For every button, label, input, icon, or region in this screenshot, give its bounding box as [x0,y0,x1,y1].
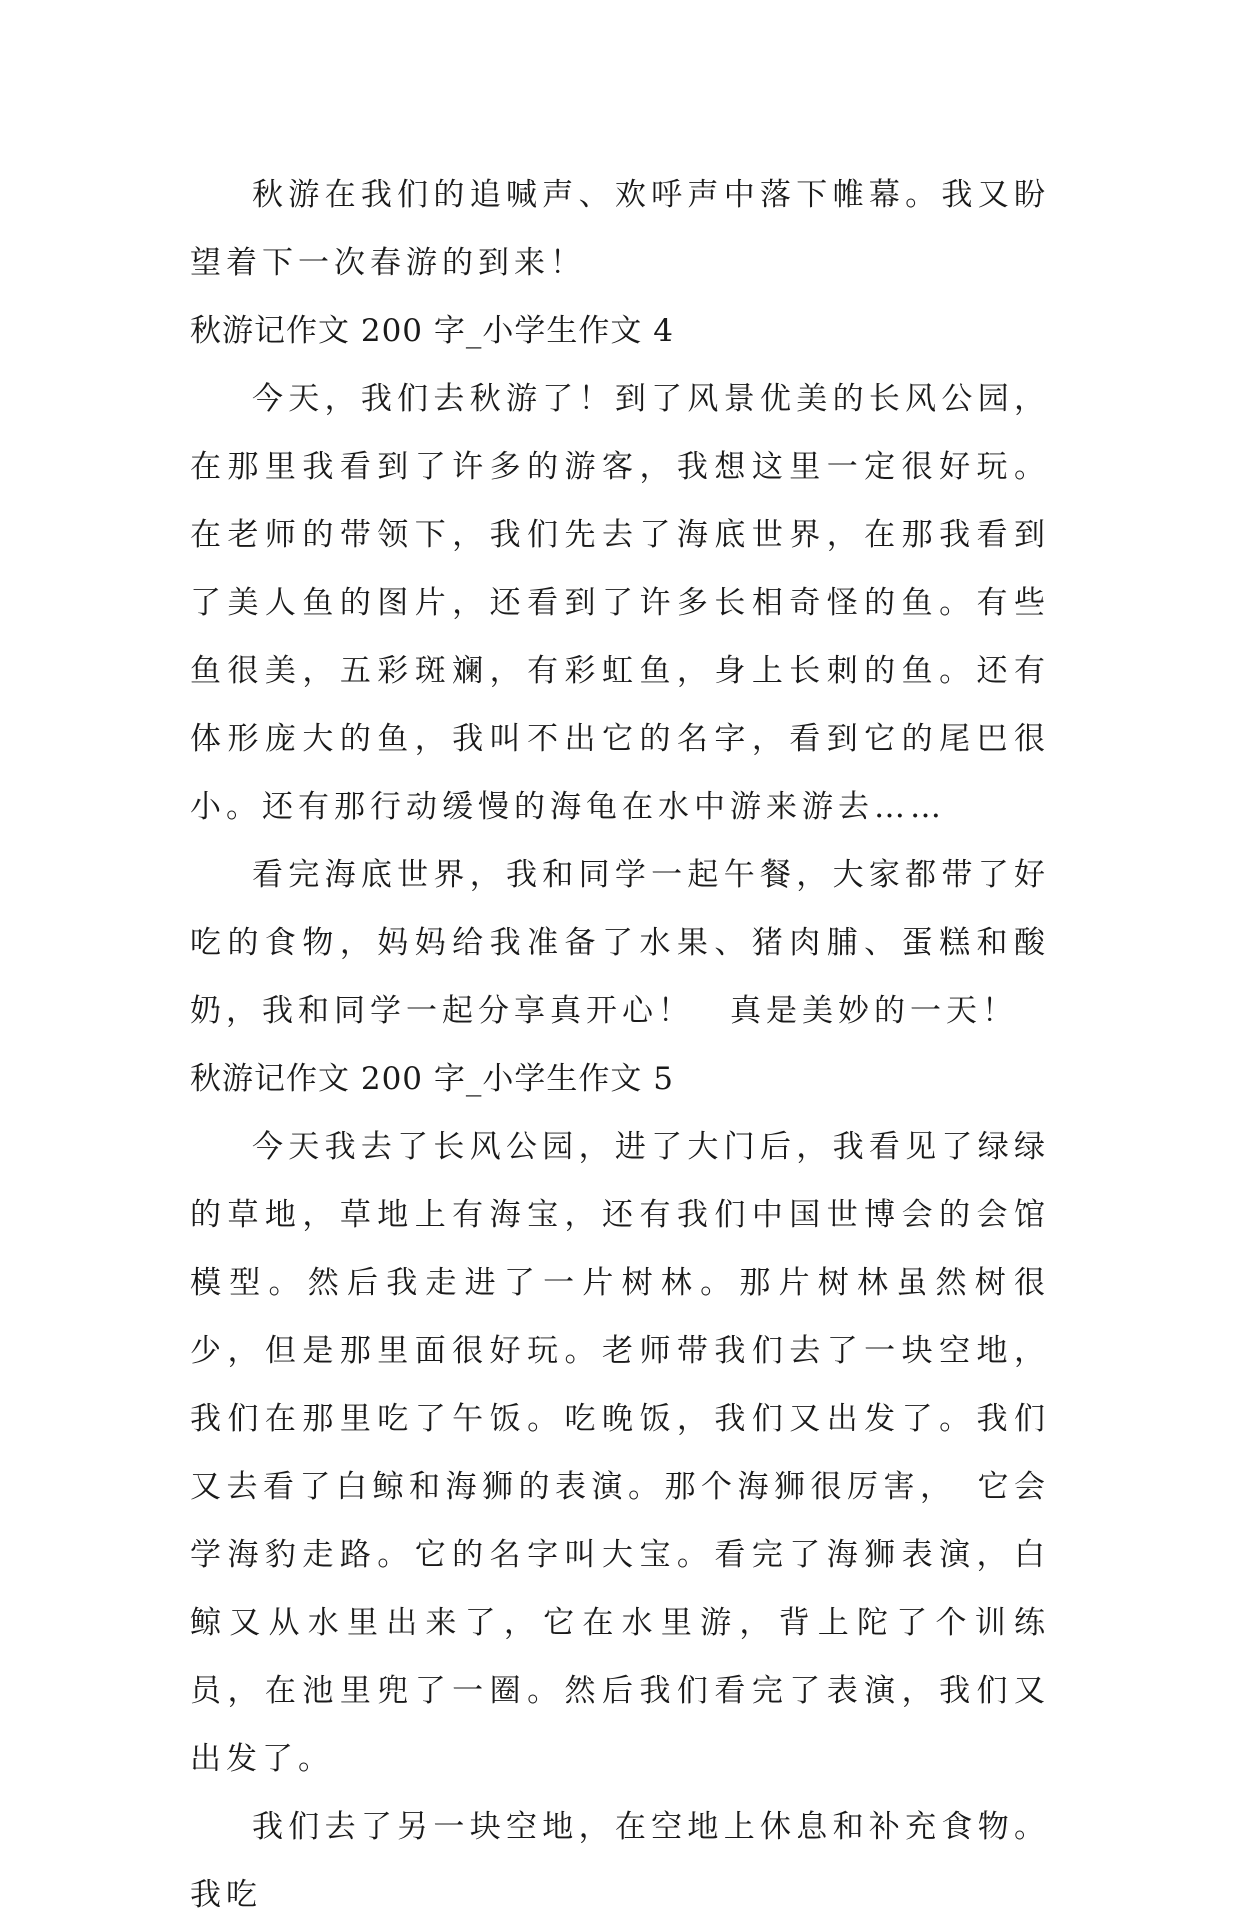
paragraph-essay4-aquarium: 今天，我们去秋游了！到了风景优美的长风公园，在那里我看到了许多的游客，我想这里一定很好玩。在老师的带领下，我们先去了海底世界，在那我看到了美人鱼的图片，还看到了许多长相奇怪的鱼。有些鱼很美，五彩斑斓，有彩虹鱼，身上长刺的鱼。还有体形庞大的鱼，我叫不出它的名字，看到它的尾巴很小。还有那行动缓慢的海龟在水中游来游去…… [190,381,1050,825]
essay-title-5: 秋游记作文 200 字_小学生作文 5 [190,1061,674,1097]
document-body [190,161,1050,1929]
paragraph-essay4-lunch: 看完海底世界，我和同学一起午餐，大家都带了好吃的食物，妈妈给我准备了水果、猪肉脯、蛋糕和酸奶，我和同学一起分享真开心！ 真是美妙的一天！ [190,857,1050,1029]
paragraph-autumn-trip-ending: 秋游在我们的追喊声、欢呼声中落下帷幕。我又盼望着下一次春游的到来！ [190,177,1050,281]
paragraph-essay5-park: 今天我去了长风公园，进了大门后，我看见了绿绿的草地，草地上有海宝，还有我们中国世博会的会馆模型。然后我走进了一片树林。那片树林虽然树很少，但是那里面很好玩。老师带我们去了一块空地，我们在那里吃了午饭。吃晚饭，我们又出发了。我们又去看了白鲸和海狮的表演。那个海狮很厉害， 它会学海豹走路。它的名字叫大宝。看完了海狮表演，白鲸又从水里出来了，它在水里游，背上陀了个训练员，在池里兜了一圈。然后我们看完了表演，我们又出发了。 [190,1129,1050,1777]
paragraph-essay5-rest: 我们去了另一块空地，在空地上休息和补充食物。我吃 [190,1809,1050,1913]
essay-title-4: 秋游记作文 200 字_小学生作文 4 [190,313,674,349]
